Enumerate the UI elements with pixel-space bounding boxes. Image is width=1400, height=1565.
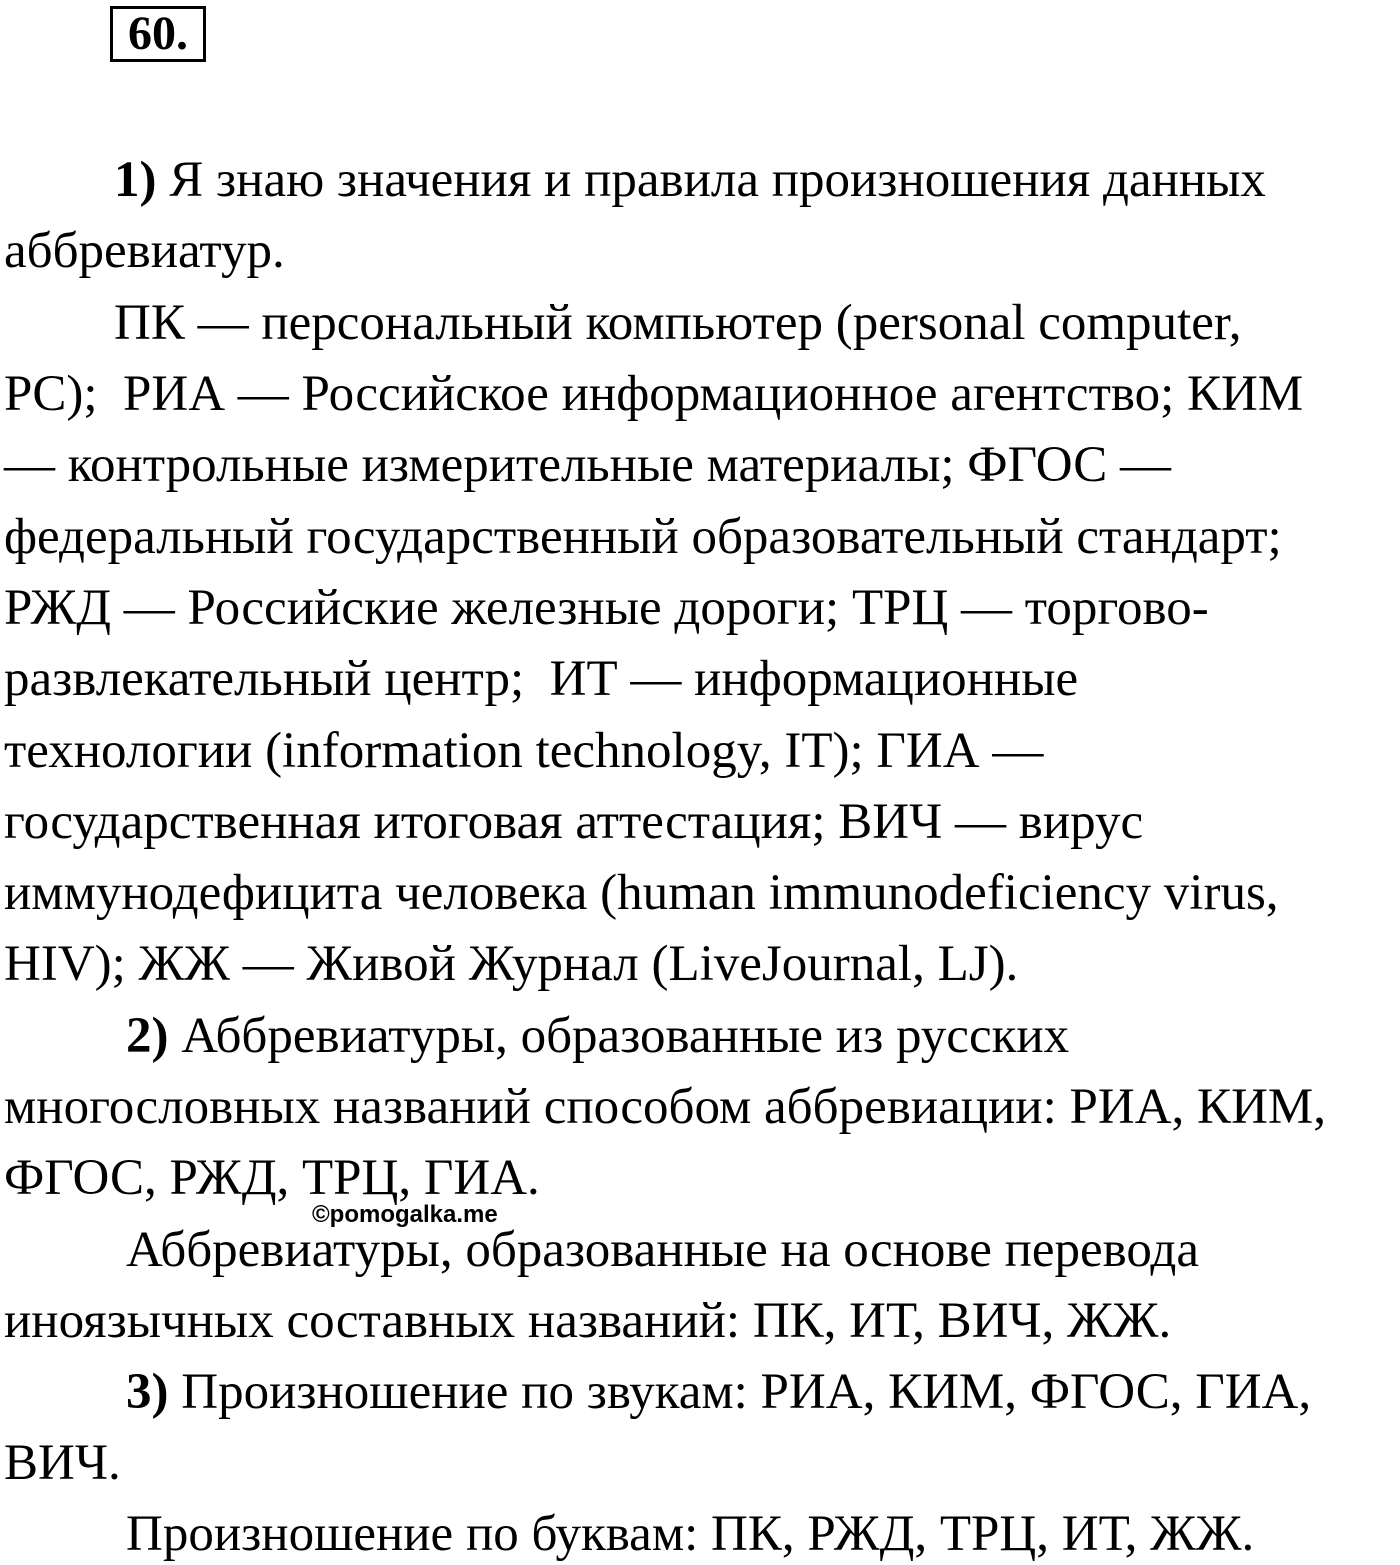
line-text: PC); РИА — Российское информационное агентство; КИМ [4, 366, 1304, 422]
paragraph-3-line-1 [126, 1362, 1311, 1422]
paragraph-abbr-line-4 [4, 507, 1282, 567]
line-text: иммунодефицита человека (human immunodeficiency virus, [4, 865, 1279, 921]
paragraph-abbr-line-9 [4, 863, 1279, 923]
line-text: РЖД — Российские железные дороги; ТРЦ — торгово- [4, 580, 1209, 636]
paragraph-2-line-1 [126, 1006, 1069, 1066]
line-text: — контрольные измерительные материалы; ФГОС — [4, 437, 1172, 493]
line-text: ПК — персональный компьютер (personal computer, [114, 295, 1242, 351]
paragraph-1-line-1 [114, 150, 1266, 210]
line-text: государственная итоговая аттестация; ВИЧ — вирус [4, 794, 1144, 850]
item-marker-3: 3) [126, 1364, 169, 1420]
line-text: ВИЧ. [4, 1435, 121, 1491]
paragraph-abbr-line-6 [4, 649, 1078, 709]
paragraph-abbr-line-8 [4, 792, 1143, 852]
line-text: Произношение по звукам: РИА, КИМ, ФГОС, ГИА, [168, 1364, 1312, 1420]
paragraph-abbr-line-3 [4, 435, 1171, 495]
paragraph-abbr-line-5 [4, 578, 1209, 638]
line-text: HIV); ЖЖ — Живой Журнал (LiveJournal, LJ). [4, 936, 1019, 992]
line-text: ФГОС, РЖД, ТРЦ, ГИА. [4, 1150, 540, 1206]
line-text: иноязычных составных названий: ПК, ИТ, ВИЧ, ЖЖ. [4, 1293, 1172, 1349]
task-number-box: 60. [110, 6, 206, 62]
paragraph-2b-line-1 [126, 1220, 1199, 1280]
paragraph-2-line-2 [4, 1077, 1326, 1137]
paragraph-1-line-2 [4, 221, 285, 281]
paragraph-abbr-line-2 [4, 364, 1303, 424]
paragraph-abbr-line-7 [4, 721, 1043, 781]
paragraph-3-line-2 [4, 1433, 121, 1493]
line-text: федеральный государственный образовательный стандарт; [4, 509, 1282, 565]
line-text: многословных названий способом аббревиации: РИА, КИМ, [4, 1079, 1326, 1135]
paragraph-3b-line-1 [126, 1504, 1254, 1564]
paragraph-2-line-3 [4, 1148, 540, 1208]
line-text: Произношение по буквам: ПК, РЖД, ТРЦ, ИТ, ЖЖ. [126, 1506, 1255, 1562]
line-text: Я знаю значения и правила произношения данных [156, 152, 1266, 208]
watermark: ©pomogalka.me [312, 1201, 498, 1228]
paragraph-abbr-line-1 [114, 293, 1242, 353]
paragraph-2b-line-2 [4, 1291, 1171, 1351]
line-text: Аббревиатуры, образованные из русских [168, 1008, 1070, 1064]
line-text: аббревиатур. [4, 223, 285, 279]
line-text: технологии (information technology, IT); ГИА — [4, 723, 1044, 779]
line-text: Аббревиатуры, образованные на основе перевода [126, 1222, 1200, 1278]
item-marker-1: 1) [114, 152, 157, 208]
paragraph-abbr-line-10 [4, 934, 1018, 994]
line-text: развлекательный центр; ИТ — информационные [4, 651, 1079, 707]
item-marker-2: 2) [126, 1008, 169, 1064]
